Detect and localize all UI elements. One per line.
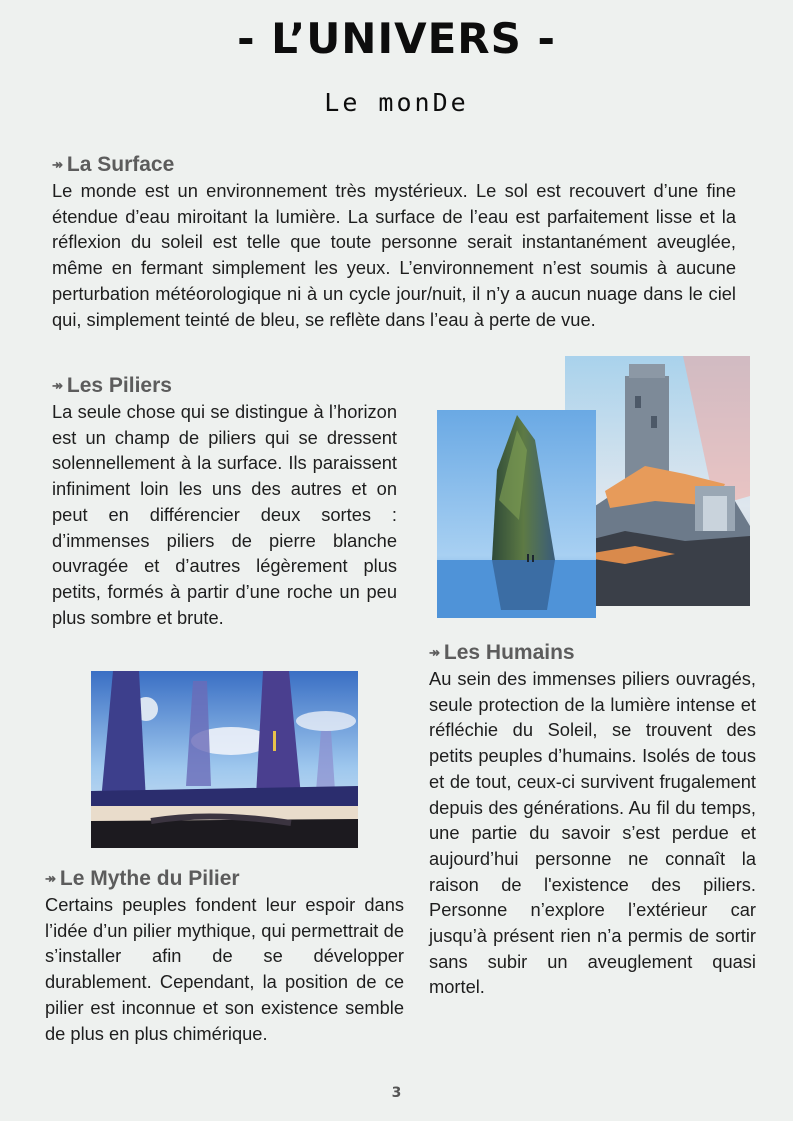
arrow-icon: ↠	[45, 871, 56, 886]
section-heading	[45, 866, 404, 892]
page-title: - L’UNIVERS -	[237, 14, 556, 63]
page-number: 3	[391, 1085, 402, 1101]
section-piliers	[52, 373, 397, 630]
section-heading	[52, 373, 397, 399]
section-heading	[52, 152, 736, 178]
section-mythe	[45, 866, 404, 1046]
page-subtitle: Le monDe	[324, 88, 469, 117]
giant-pillars-illustration	[91, 671, 358, 848]
arrow-icon: ↠	[52, 157, 63, 172]
arrow-icon: ↠	[52, 378, 63, 393]
section-title-surface: La Surface	[66, 153, 175, 176]
section-title-mythe: Le Mythe du Pilier	[59, 867, 240, 890]
section-surface	[52, 152, 736, 332]
rock-pillar-illustration	[437, 410, 596, 618]
section-title-piliers: Les Piliers	[66, 374, 172, 397]
section-title-humains: Les Humains	[443, 641, 575, 664]
section-text-mythe: Certains peuples fondent leur espoir dans l’idée d’un pilier mythique, qui permettrait de s’installer afin de se développer durablement. Cependant, la position de ce pilier est inconnue et son existence semble de plus en plus chimérique.	[45, 894, 404, 1044]
arrow-icon: ↠	[429, 645, 440, 660]
section-text-piliers: La seule chose qui se distingue à l’horizon est un champ de piliers qui se dressent solennellement à la surface. Ils paraissent infiniment loin les uns des autres et on peut en différencier deux sortes : d’immenses piliers de pierre blanche ouvragée et d’autres légèrement plus petits, formés à partir d’une roche un peu plus sombre et brute.	[52, 401, 397, 628]
section-text-surface: Le monde est un environnement très mystérieux. Le sol est recouvert d’une fine étendue d’eau miroitant la lumière. La surface de l’eau est parfaitement lisse et la réflexion du soleil est telle que toute personne serait instantanément aveuglée, même en fermant simplement les yeux. L’environnement n’est soumis à aucune perturbation météorologique ni à un cycle jour/nuit, il n’y a aucun nuage dans le ciel qui, simplement teinté de bleu, se reflète dans l’eau à perte de vue.	[52, 180, 736, 330]
section-heading	[429, 640, 756, 666]
section-text-humains: Au sein des immenses piliers ouvragés, seule protection de la lumière intense et réfléchie du Soleil, se trouvent des petits peuples d’humains. Isolés de tous et de tout, ceux-ci survivent frugalement depuis des générations. Au fil du temps, une partie du savoir s’est perdue et aujourd’hui personne ne connaît la raison de l'existence des piliers. Personne n’explore l’extérieur car jusqu’à présent rien n’a permis de sortir sans subir un aveuglement quasi mortel.	[429, 668, 756, 998]
section-humains	[429, 640, 756, 1000]
